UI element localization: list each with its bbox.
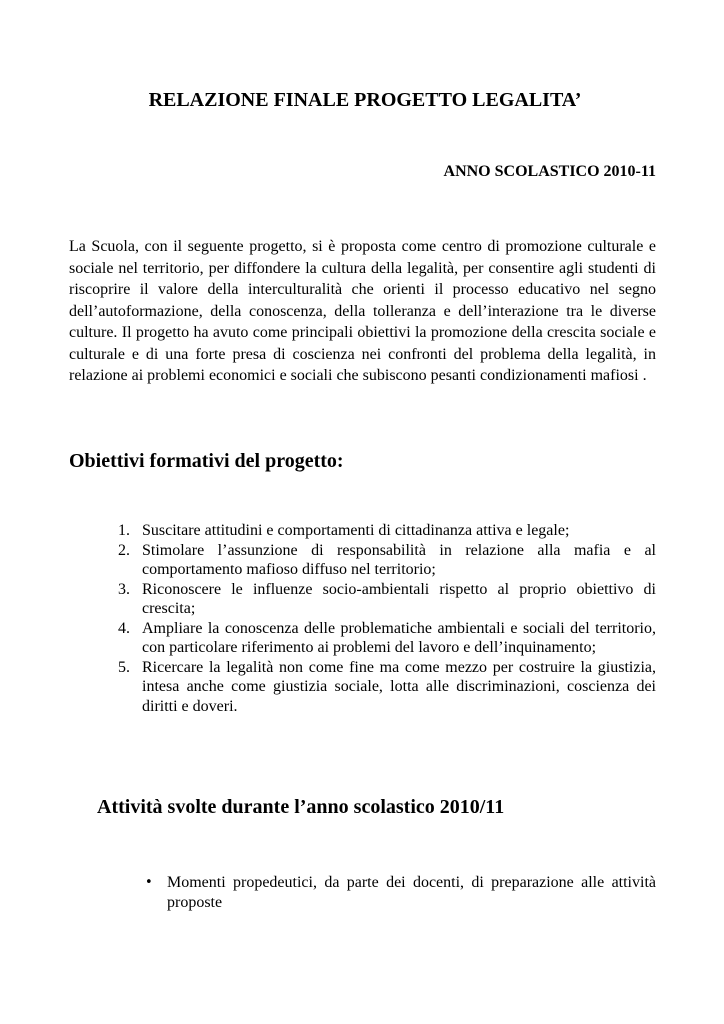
objectives-heading: Obiettivi formativi del progetto: <box>69 450 344 472</box>
list-item <box>118 580 656 619</box>
list-item-text: Riconoscere le influenze socio-ambientali rispetto al proprio obiettivo di crescita; <box>142 580 656 617</box>
list-item-text: Ampliare la conoscenza delle problematiche ambientali e sociali del territorio, con particolare riferimento ai problemi del lavoro e dell’inquinamento; <box>142 619 656 656</box>
document-title: RELAZIONE FINALE PROGETTO LEGALITA’ <box>148 89 582 111</box>
activities-heading: Attività svolte durante l’anno scolastico 2010/11 <box>97 796 505 818</box>
list-item <box>118 619 656 658</box>
bullet-icon: • <box>145 875 153 890</box>
list-item-text: Ricercare la legalità non come fine ma come mezzo per costruire la giustizia, intesa anche come giustizia sociale, lotta alle discriminazioni, coscienza dei diritti e doveri. <box>142 658 656 715</box>
list-item-number: 3. <box>118 580 130 598</box>
list-item <box>118 658 656 717</box>
activities-list <box>145 873 656 912</box>
list-item <box>118 541 656 580</box>
list-item <box>118 521 656 541</box>
list-item <box>145 873 656 912</box>
school-year: ANNO SCOLASTICO 2010-11 <box>443 163 656 180</box>
list-item-number: 1. <box>118 522 130 539</box>
list-item-text: Stimolare l’assunzione di responsabilità in relazione alla mafia e al comportamento mafioso diffuso nel territorio; <box>142 541 656 578</box>
objectives-list <box>118 521 656 716</box>
list-item-number: 2. <box>118 541 130 559</box>
list-item-text: Suscitare attitudini e comportamenti di cittadinanza attiva e legale; <box>142 522 570 539</box>
list-item-number: 5. <box>118 658 130 676</box>
list-item-number: 4. <box>118 619 130 637</box>
list-item-text: Momenti propedeutici, da parte dei docenti, di preparazione alle attività proposte <box>167 874 656 911</box>
intro-paragraph: La Scuola, con il seguente progetto, si è proposta come centro di promozione culturale e sociale nel territorio, per diffondere la cultura della legalità, per consentire agli studenti di riscoprire il valore della interculturalità che orienti il processo educativo nel segno dell’autoformazione, della conoscenza, della tolleranza e dell’interazione tra le diverse culture. Il progetto ha avuto come principali obiettivi la promozione della crescita sociale e culturale e di una forte presa di coscienza nei confronti del problema della legalità, in relazione ai problemi economici e sociali che subiscono pesanti condizionamenti mafiosi . <box>69 238 656 384</box>
